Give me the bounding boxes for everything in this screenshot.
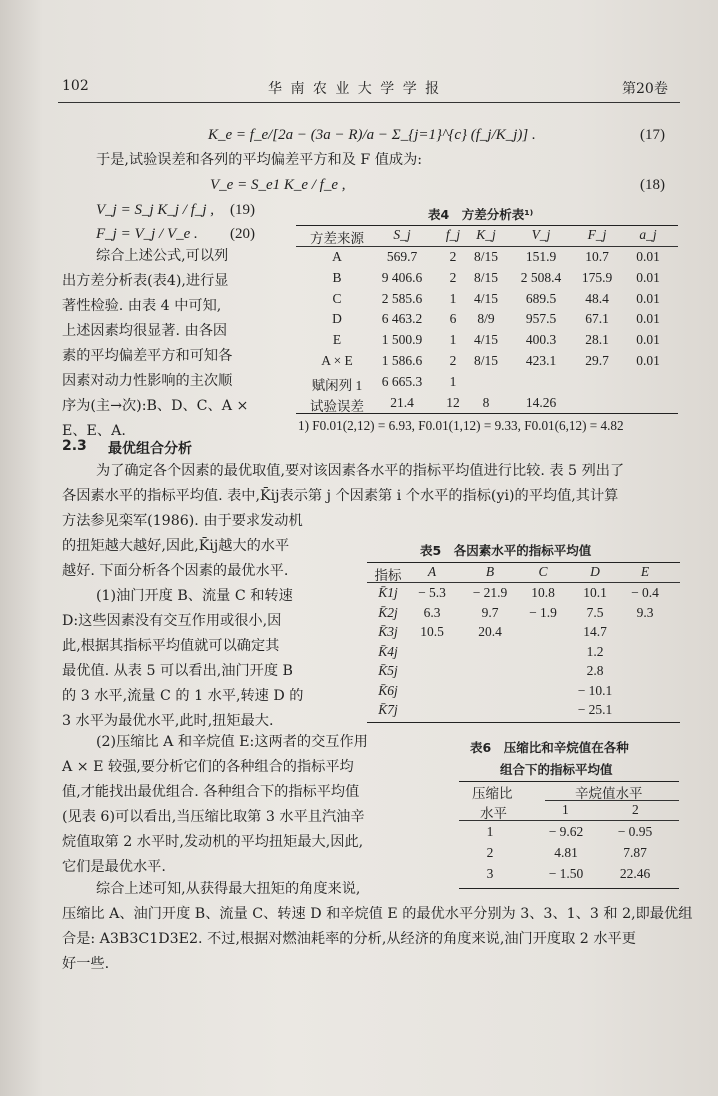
equation-18-number: (18) [640,177,665,193]
paragraph-line: 最优值. 从表 5 可以看出,油门开度 B [62,663,293,679]
table4-header: K_j [476,227,496,242]
table4-header: F_j [587,227,607,242]
table4-cell: 400.3 [525,332,557,348]
table4-cell: D [332,311,342,327]
equation-17-number: (17) [640,127,665,143]
table4-cell: C [332,290,342,306]
table4-caption: 表4 方差分析表¹⁾ [428,207,534,222]
paragraph-line: (见表 6)可以看出,当压缩比取第 3 水平且汽油辛 [62,809,365,825]
paragraph-line: 合是: A3B3C1D3E2. 不过,根据对燃油耗率的分析,从经济的角度来说,油门开度取 2 水平更 [62,931,636,947]
table4-cell: 1 [449,290,457,306]
table5-caption: 表5 各因素水平的指标平均值 [420,543,592,558]
table4-cell: 2 585.6 [381,290,423,306]
table4-cell: 14.26 [525,394,557,410]
table4-cell: 569.7 [386,249,418,264]
table5-cell: 6.3 [423,604,441,620]
table6-cell: 22.46 [619,866,651,881]
table5-cell: K̄6j [378,682,398,698]
table5-cell: K̄4j [378,643,398,659]
table5-cell: − 5.3 [418,585,446,600]
paragraph-line: 各因素水平的指标平均值. 表中,K̄ij表示第 j 个因素第 i 个水平的指标(yi)的平均值,其计算 [62,488,619,504]
table4-cell: 1 [449,373,457,389]
equations-intro: 于是,试验误差和各列的平均偏差平方和及 F 值成为: [96,152,423,168]
table4-cell: 6 [449,311,457,327]
table5-cell: − 25.1 [577,702,613,717]
paragraph-line: 的扭矩越大越好,因此,K̄ij越大的水平 [62,538,290,554]
summary-line: 著性检验. 由表 4 中可知, [62,298,222,314]
journal-title: 华 南 农 业 大 学 学 报 [268,81,442,97]
table5-cell: K̄2j [378,604,398,620]
section-title: 最优组合分析 [108,441,192,457]
table4-cell: 1 586.6 [381,353,423,368]
table4-header: S_j [393,227,411,242]
table4-cell: 28.1 [585,332,609,348]
table4-header: V_j [531,227,551,242]
table5-cell: 7.5 [586,604,604,620]
table4-cell: 0.01 [636,311,660,327]
paragraph-line: 综合上述可知,从获得最大扭矩的角度来说, [96,881,361,897]
table4-cell: 4/15 [473,290,498,306]
summary-line: E、E、A. [62,423,126,439]
volume-label: 第20卷 [622,81,668,97]
table4-top-rule [296,225,678,226]
table5-cell: 10.1 [583,585,607,600]
table4-cell: 1 [449,332,457,348]
table4-cell: 8/9 [477,311,495,327]
table5-cell: K̄3j [378,624,398,639]
table4-cell: 试验误差 [310,398,364,414]
table5-header: D [590,564,600,579]
paragraph-line: 好一些. [62,956,110,972]
table4-cell: 957.5 [525,311,557,327]
summary-line: 上述因素均很显著. 由各因 [62,323,228,339]
table4-cell: A × E [321,353,353,368]
paragraph-line: (2)压缩比 A 和辛烷值 E:这两者的交互作用 [96,734,368,750]
paragraph-line: 方法参见栾军(1986). 由于要求发动机 [62,513,303,529]
paragraph-line: A × E 较强,要分析它们的各种组合的指标平均 [62,759,354,775]
table5-cell: K̄5j [378,663,398,678]
table4-cell: 175.9 [581,269,613,285]
section-number: 2.3 [62,438,87,454]
table5-bottom-rule [367,722,680,723]
summary-line: 素的平均偏差平方和可知各 [62,348,233,364]
table6-cell: − 0.95 [617,824,653,839]
table4-cell: 0.01 [636,269,660,285]
table5-cell: 9.7 [481,604,499,620]
table4-cell: 151.9 [525,249,557,264]
table4-cell: 29.7 [585,353,609,368]
table6-header-compression: 压缩比 [472,786,513,801]
table6-cell: 7.87 [623,845,647,860]
summary-line: 因素对动力性影响的主次顺 [62,373,233,389]
table6-cell: − 1.50 [548,866,584,881]
paragraph-line: 压缩比 A、油门开度 B、流量 C、转速 D 和辛烷值 E 的最优水平分别为 3、3、1、3 和 2,即最优组 [62,906,693,922]
table6-caption-line1: 表6 压缩比和辛烷值在各种 [470,740,629,755]
table4-cell: 21.4 [390,394,414,410]
table6-header-col2: 2 [632,802,639,817]
paragraph-line: 3 水平为最优水平,此时,扭矩最大. [62,713,274,729]
paragraph-line: 越好. 下面分析各个因素的最优水平. [62,563,289,579]
table4-cell: 8/15 [473,249,498,264]
table4-cell: 2 [449,249,457,264]
paragraph-line: (1)油门开度 B、流量 C 和转速 [96,588,293,604]
table6-header-octane: 辛烷值水平 [575,786,643,801]
table4-cell: 0.01 [636,290,660,306]
table4-header: f_j [445,227,461,242]
table4-cell: 2 [449,269,457,285]
table5-cell: − 10.1 [577,682,613,698]
paragraph-line: 烷值取第 2 水平时,发动机的平均扭矩最大,因此, [62,834,364,850]
table4-cell: E [332,332,342,348]
paragraph-line: 它们是最优水平. [62,859,166,875]
table4-cell: 8/15 [473,353,498,368]
table5-cell: K̄1j [378,585,398,600]
table6-caption-line2: 组合下的指标平均值 [500,762,613,777]
table4-cell: 9 406.6 [381,269,423,285]
equation-19: V_j = S_j K_j / f_j , [96,202,215,218]
table4-cell: B [332,269,342,285]
table4-cell: 2 [449,353,457,368]
table4-cell: 6 665.3 [381,373,423,389]
table5-cell: 2.8 [586,663,604,678]
paragraph-line: 为了确定各个因素的最优取值,要对该因素各水平的指标平均值进行比较. 表 5 列出了 [96,463,625,479]
table5-cell: − 1.9 [529,604,557,620]
table4-cell: 1 500.9 [381,332,423,348]
table6-bottom-rule [459,888,679,889]
table6-cell: 1 [486,824,494,839]
table6-cell: 2 [486,845,494,860]
summary-line: 出方差分析表(表4),进行显 [62,273,229,289]
equation-17: K_e = f_e/[2a − (3a − R)/a − Σ_{j=1}^{c} (f_j/K_j)] . [208,127,536,143]
table5-cell: 1.2 [586,643,604,659]
table6-cell: 3 [486,866,494,881]
header-rule [58,102,680,103]
table5-header: C [538,564,548,579]
table4-cell: 48.4 [585,290,609,306]
table6-header-level: 水平 [480,806,507,821]
table4-cell: 4/15 [473,332,498,348]
paragraph-line: D:这些因素没有交互作用或很小,因 [62,613,282,629]
table4-cell: 8/15 [473,269,498,285]
table4-footnote: 1) F0.01(2,12) = 6.93, F0.01(1,12) = 9.33, F0.01(6,12) = 4.82 [298,418,624,433]
table5-cell: − 21.9 [472,585,508,600]
table4-cell: 12 [446,394,460,410]
table4-cell: 0.01 [636,249,660,264]
table4-cell: 0.01 [636,332,660,348]
table4-cell: 689.5 [525,290,557,306]
table5-cell: 10.8 [531,585,555,600]
table4-cell: A [332,249,342,264]
page-number: 102 [62,78,89,94]
table5-top-rule [367,562,680,563]
summary-line: 综合上述公式,可以列 [96,248,229,264]
table4-header: 方差来源 [310,231,364,246]
table5-header: 指标 [374,568,402,583]
table6-cell: 4.81 [554,845,578,860]
table5-cell: 10.5 [420,624,444,639]
table4-cell: 10.7 [585,249,609,264]
table5-cell: 20.4 [478,624,502,639]
equation-18: V_e = S_e1 K_e / f_e , [210,177,346,193]
table5-header: A [427,564,437,579]
table4-cell: 2 508.4 [520,269,562,285]
table6-cell: − 9.62 [548,824,584,839]
table4-cell: 6 463.2 [381,311,423,327]
equation-19-number: (19) [230,202,255,218]
paragraph-line: 的 3 水平,流量 C 的 1 水平,转速 D 的 [62,688,304,704]
paragraph-line: 值,才能找出最优组合. 各种组合下的指标平均值 [62,784,360,800]
table4-cell: 67.1 [585,311,609,327]
table5-header: E [640,564,650,579]
table4-header: a_j [639,227,657,242]
table4-cell: 423.1 [525,353,557,368]
table4-cell: 0.01 [636,353,660,368]
equation-20-number: (20) [230,226,255,242]
table5-cell: 9.3 [636,604,654,620]
table4-cell: 8 [482,394,490,410]
table5-cell: K̄7j [378,702,398,717]
table5-header: B [485,564,495,579]
table6-header-col1: 1 [562,802,569,817]
paragraph-line: 此,根据其指标平均值就可以确定其 [62,638,280,654]
summary-line: 序为(主→次):B、D、C、A × [62,398,249,414]
table5-cell: 14.7 [583,624,607,639]
table4-cell: 赋闲列 1 [311,377,363,393]
table5-cell: − 0.4 [631,585,659,600]
equation-20: F_j = V_j / V_e . [96,226,198,242]
